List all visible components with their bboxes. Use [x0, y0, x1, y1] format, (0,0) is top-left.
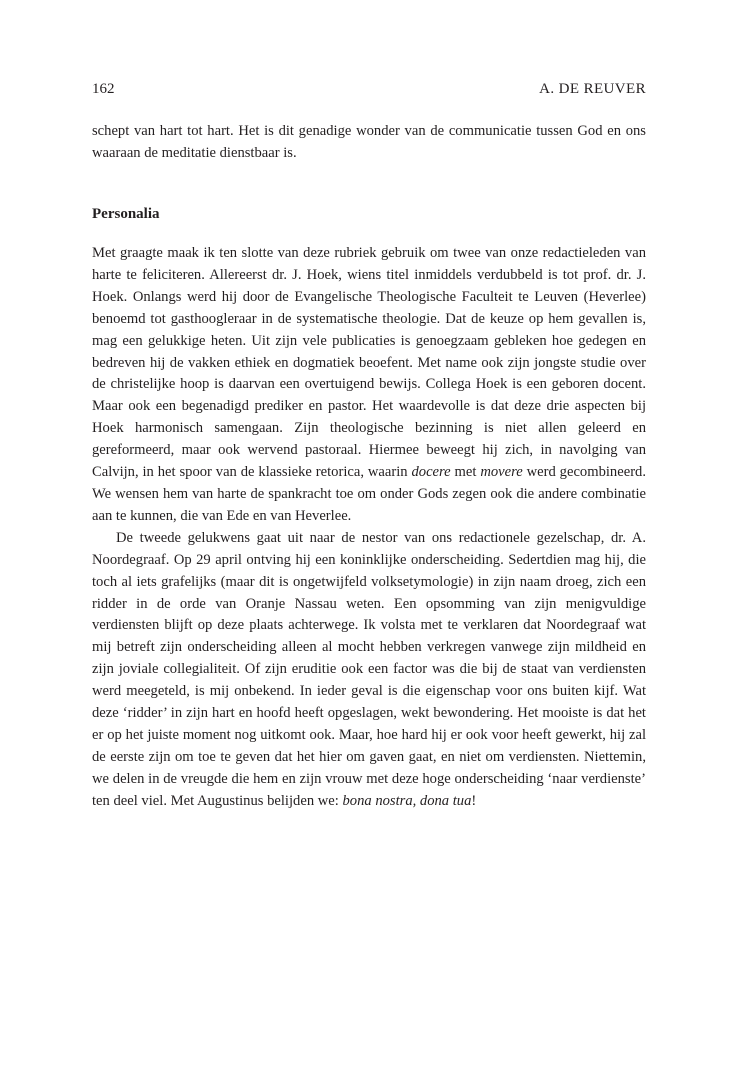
text-span: werd gecombineerd. We wensen hem van harte de spankracht toe om onder Gods zegen ook die andere combinatie aan te kunnen, die van Ede en van Heverlee. [92, 464, 646, 524]
running-author: A. DE REUVER [539, 81, 646, 97]
italic-term: movere [480, 464, 523, 481]
paragraph-hoek [92, 243, 646, 528]
paragraph-noordegraaf [92, 528, 646, 813]
intro-paragraph-block [92, 121, 646, 165]
section-body [92, 243, 646, 813]
italic-quote: bona nostra, dona tua [342, 792, 472, 809]
text-span: De tweede gelukwens gaat uit naar de nestor van ons redactionele gezelschap, dr. A. Noordegraaf. Op 29 april ontving hij een koninklijke onderscheiding. Sedertdien mag hij, die toch al iets grafelijks (maar dit is ongetwijfeld volksetymologie) in zijn naam droeg, zich een ridder in de orde van Oranje Nassau weten. Een opsomming van zijn menigvuldige verdiensten blijft op deze plaats achterwege. Ik volsta met te verklaren dat Noordegraaf wat mij betreft zijn onderscheiding alleen al mocht hebben verkregen vanwege zijn mildheid en zijn joviale collegialiteit. Of zijn eruditie ook een factor was die bij de staat van verdiensten werd meegeteld, is mij onbekend. In ieder geval is die eigenschap voor ons buiten kijf. Wat deze ‘ridder’ in zijn hart en hoofd heeft opgeslagen, wekt bewondering. Het mooiste is dat het er op het juiste moment nog uitkomt ook. Maar, hoe hard hij er ook voor heeft gewerkt, hij zal de eerste zijn om toe te geven dat het hier om gaven gaat, en niet om verdiensten. Niettemin, we delen in de vreugde die hem en zijn vrouw met deze hoge onderscheiding ‘naar verdienste’ ten deel viel. Met Augustinus belijden we: [92, 529, 646, 809]
page-number: 162 [92, 81, 115, 97]
text-span: Met graagte maak ik ten slotte van deze rubriek gebruik om twee van onze redactieleden van harte te feliciteren. Allereerst dr. J. Hoek, wiens titel inmiddels verdubbeld is tot prof. dr. J. Hoek. Onlangs werd hij door de Evangelische Theologische Faculteit te Leuven (Heverlee) benoemd tot gasthoogleraar in de systematische theologie. Dat de keuze op hem gevallen is, mag een gelukkige heten. Uit zijn vele publicaties is genoegzaam gebleken hoe gedegen en bedreven hij de vakken ethiek en dogmatiek beoefent. Met name ook zijn jongste studie over de christelijke hoop is daarvan een overtuigend bewijs. Collega Hoek is een geboren docent. Maar ook een begenadigd prediker en pastor. Het waardevolle is dat deze drie aspecten bij Hoek harmonisch samengaan. Zijn theologische bezinning is niet allen geleerd en gereformeerd, maar ook wervend pastoraal. Hiermee beweegt hij zich, in navolging van Calvijn, in het spoor van de klassieke retorica, waarin [92, 245, 646, 481]
section-heading: Personalia [92, 206, 160, 222]
text-span: ! [471, 792, 477, 809]
italic-term: docere [411, 464, 451, 481]
intro-paragraph: schept van hart tot hart. Het is dit genadige wonder van de communicatie tussen God en ons waaraan de meditatie dienstbaar is. [92, 123, 646, 161]
text-span: met [450, 464, 481, 481]
running-header [92, 79, 646, 99]
